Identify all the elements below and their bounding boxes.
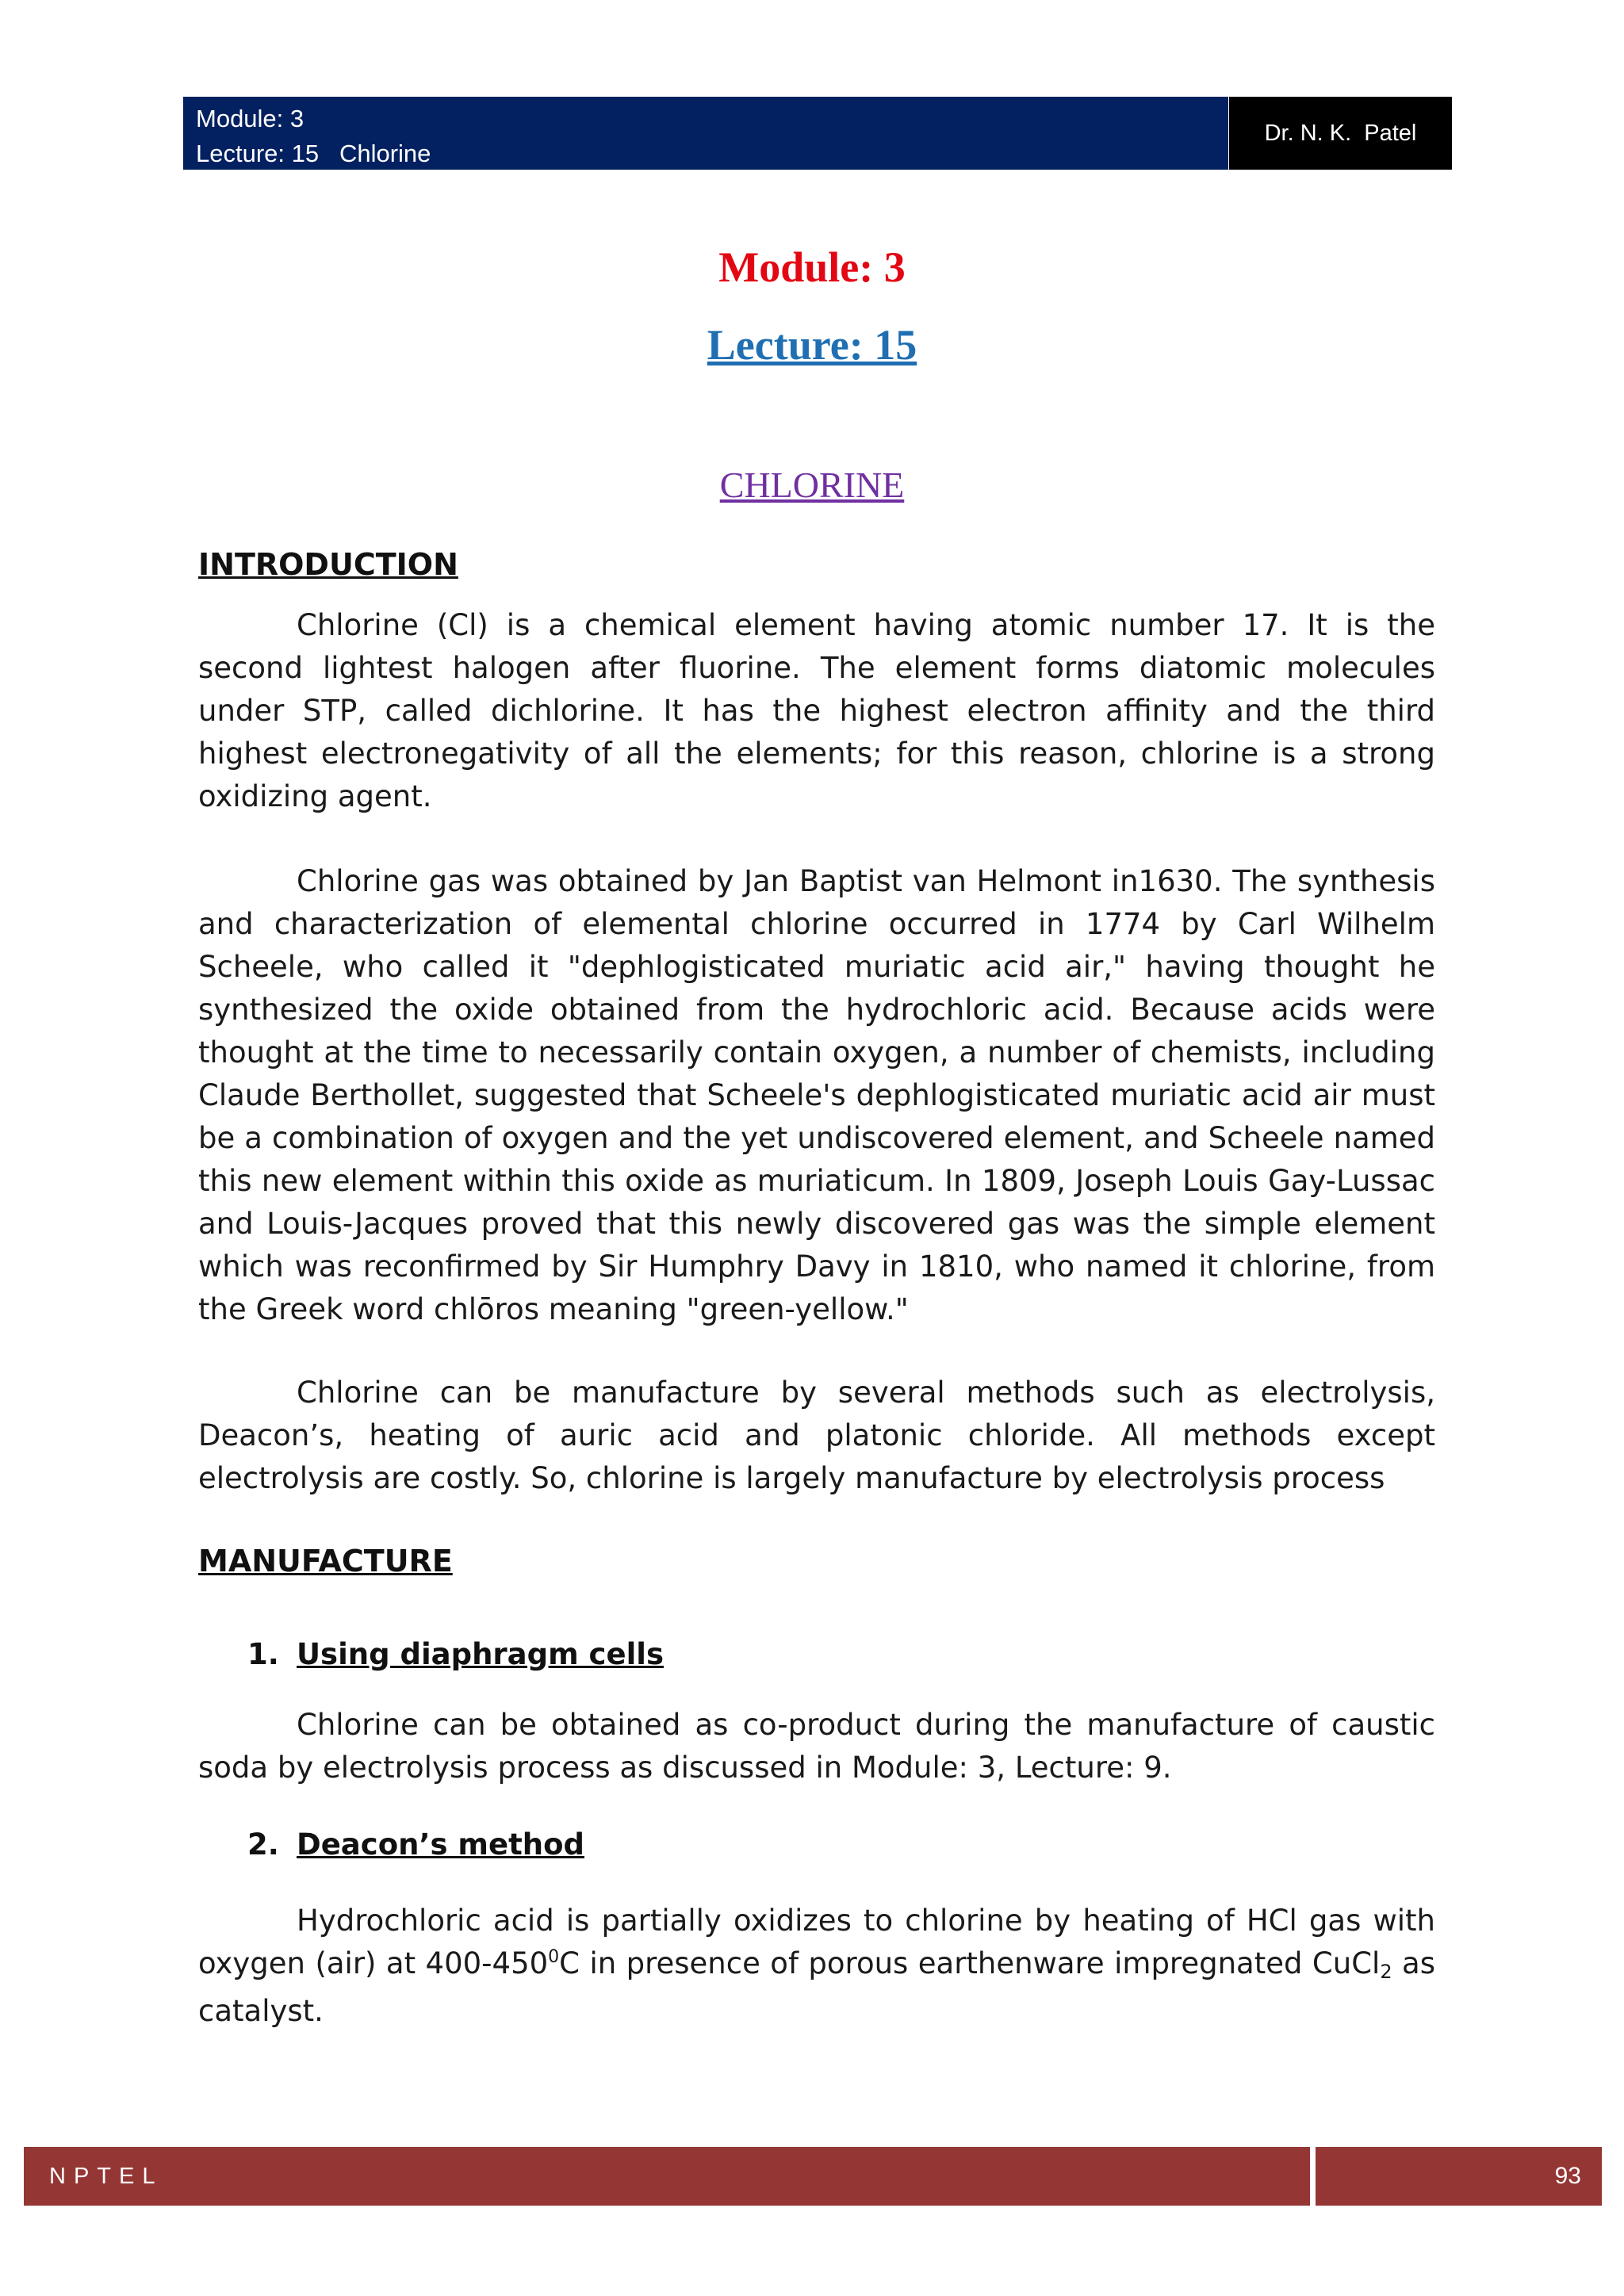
intro-paragraph-2: Chlorine gas was obtained by Jan Baptist van Helmont in1630. The synthesis and characterization of elemental chlorine occurred in 1774 by Carl Wilhelm Scheele, who called it "dephlogisticated muriatic acid air," having thought he synthesized the oxide obtained from the hydrochloric acid. Because acids were thought at the time to necessarily contain oxygen, a number of chemists, including Claude Berthollet, suggested that Scheele's dephlogisticated muriatic acid air must be a combination of oxygen and the yet undiscovered element, and Scheele named this new element within this oxide as muriaticum. In 1809, Joseph Louis Gay-Lussac and Louis-Jacques proved that this newly discovered gas was the simple element which was reconfirmed by Sir Humphry Davy in 1810, who named it chlorine, from the Greek word chlōros meaning "green-yellow." [198,864,1435,1326]
header-lecture-label: Lecture: 15 Chlorine [196,140,431,167]
deacon-text-part-b: C in presence of porous earthenware impregnated CuCl [559,1946,1381,1980]
deacon-method-paragraph [198,1900,1435,2033]
intro-paragraph-1: Chlorine (Cl) is a chemical element having atomic number 17. It is the second lightest halogen after fluorine. The element forms diatomic molecules under STP, called dichlorine. It has the highest electron affinity and the third highest electronegativity of all the elements; for this reason, chlorine is a strong oxidizing agent. [198,608,1435,813]
topic-title: CHLORINE [719,465,905,505]
footer-page-number: 93 [1316,2147,1602,2206]
page-title-module: Module: 3 [718,243,906,291]
list-number: 2. [247,1827,279,1862]
header-module-lecture-bar [183,97,1228,170]
deacon-text-part-c: as catalyst. [198,1946,1435,2028]
chemical-subscript: 2 [1380,1961,1392,1983]
list-number: 1. [247,1637,279,1671]
section-heading-introduction: INTRODUCTION [198,547,458,582]
subheading-text: Using diaphragm cells [297,1637,664,1671]
diaphragm-cells-paragraph: Chlorine can be obtained as co-product during the manufacture of caustic soda by electrolysis process as discussed in Module: 3, Lecture: 9. [198,1708,1435,1785]
degree-superscript: 0 [548,1947,560,1967]
header-module-label: Module: 3 [196,105,304,132]
header-author: Dr. N. K. Patel [1229,97,1452,170]
footer-nptel-bar: NPTEL [24,2147,1310,2206]
deacon-text-part-a: Hydrochloric acid is partially oxidizes to chlorine by heating of HCl gas with oxygen (air) at 400-450 [198,1904,1435,1980]
subheading-deacon-method [247,1827,584,1862]
section-heading-manufacture: MANUFACTURE [198,1544,453,1578]
page-title-lecture: Lecture: 15 [707,321,917,369]
intro-paragraph-3: Chlorine can be manufacture by several methods such as electrolysis, Deacon’s, heating of auric acid and platonic chloride. All methods except electrolysis are costly. So, chlorine is largely manufacture by electrolysis process [198,1376,1435,1495]
subheading-diaphragm-cells [247,1637,664,1671]
subheading-text: Deacon’s method [297,1827,585,1862]
